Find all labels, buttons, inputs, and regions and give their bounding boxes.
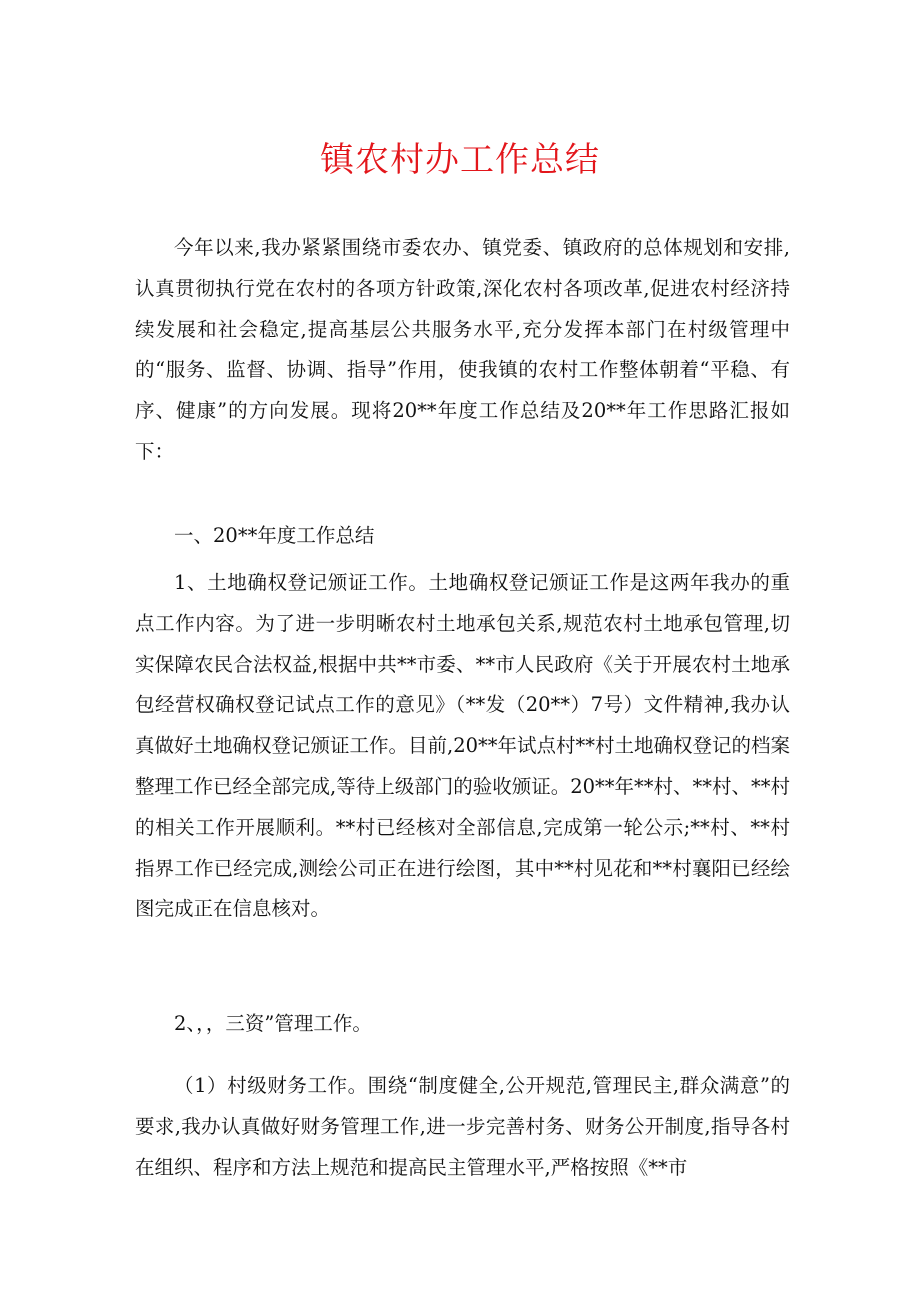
section-heading-2: 2、，，三资”管理工作。 <box>174 1012 372 1035</box>
section-heading-1: 一、20**年度工作总结 <box>174 524 375 547</box>
intro-paragraph: 今年以来,我办紧紧围绕市委农办、镇党委、镇政府的总体规划和安排,认真贯彻执行党在农村的各项方针政策,深化农村各项改革,促进农村经济持续发展和社会稳定,提高基层公共服务水平,充分发挥本部门在村级管理中的“服务、监督、协调、指导”作用，使我镇的农村工作整体朝着“平稳、有序、健康”的方向发展。现将20**年度工作总结及20**年工作思路汇报如下： <box>135 236 790 463</box>
land-rights-paragraph: 1、土地确权登记颁证工作。土地确权登记颁证工作是这两年我办的重点工作内容。为了进一步明晰农村土地承包关系,规范农村土地承包管理,切实保障农民合法权益,根据中共**市委、**市人民政府《关于开展农村土地承包经营权确权登记试点工作的意见》（**发（20**）7号）文件精神,我办认真做好土地确权登记颁证工作。目前,20**年试点村**村土地确权登记的档案整理工作已经全部完成,等待上级部门的验收颁证。20**年**村、**村、**村的相关工作开展顺利。**村已经核对全部信息,完成第一轮公示;**村、**村指界工作已经完成,测绘公司正在进行绘图，其中**村见花和**村襄阳已经绘图完成正在信息核对。 <box>135 571 791 921</box>
village-finance-paragraph: （1）村级财务工作。围绕“制度健全,公开规范,管理民主,群众满意”的要求,我办认真做好财务管理工作,进一步完善村务、财务公开制度,指导各村在组织、程序和方法上规范和提高民主管理水平,严格按照《**市 <box>135 1074 790 1179</box>
document-title: 镇农村办工作总结 <box>320 140 600 180</box>
